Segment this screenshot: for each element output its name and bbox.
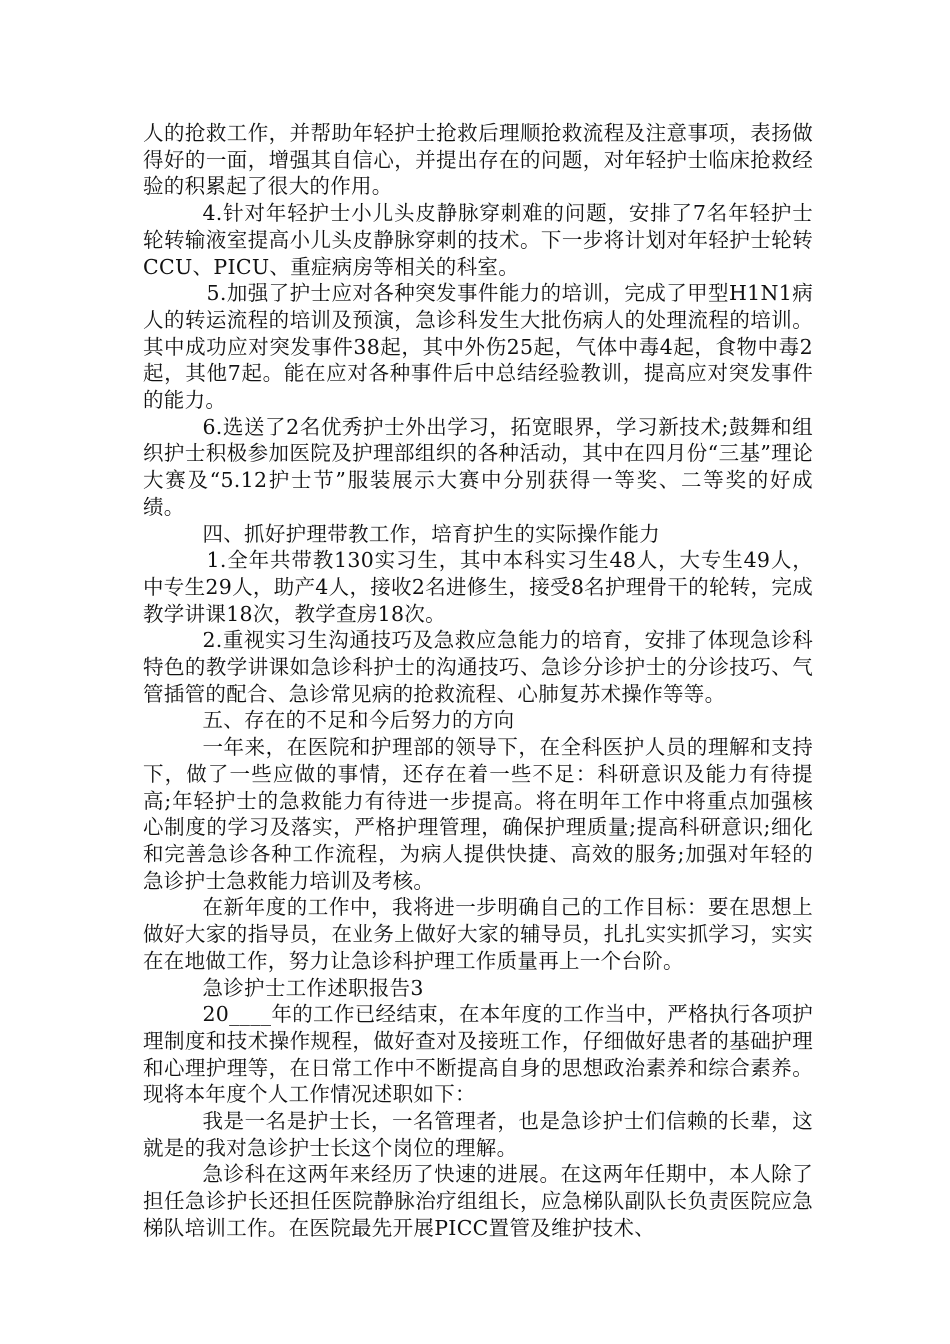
paragraph: 在新年度的工作中，我将进一步明确自己的工作目标：要在思想上做好大家的指导员，在业务上做好大家的辅导员，扎扎实实抓学习，实实在在地做工作，努力让急诊科护理工作质量再上一个台阶。 [143,895,813,973]
paragraph: 人的抢救工作，并帮助年轻护士抢救后理顺抢救流程及注意事项，表扬做得好的一面，增强其自信心，并提出存在的问题，对年轻护士临床抢救经验的积累起了很大的作用。 [143,121,813,199]
paragraph: 2.重视实习生沟通技巧及急救应急能力的培育，安排了体现急诊科特色的教学讲课如急诊科护士的沟通技巧、急诊分诊护士的分诊技巧、气管插管的配合、急诊常见病的抢救流程、心肺复苏术操作等等。 [143,628,813,706]
paragraph: 20____年的工作已经结束，在本年度的工作当中，严格执行各项护理制度和技术操作规程，做好查对及接班工作，仔细做好患者的基础护理和心理护理等，在日常工作中不断提高自身的思想政治素养和综合素养。现将本年度个人工作情况述职如下： [143,1002,813,1107]
paragraph: 4.针对年轻护士小儿头皮静脉穿刺难的问题，安排了7名年轻护士轮转输液室提高小儿头皮静脉穿刺的技术。下一步将计划对年轻护士轮转CCU、PICU、重症病房等相关的科室。 [143,201,813,279]
paragraph: 1.全年共带教130实习生，其中本科实习生48人，大专生49人，中专生29人，助产4人，接收2名进修生，接受8名护理骨干的轮转，完成教学讲课18次，教学查房18次。 [143,548,813,626]
report-title: 急诊护士工作述职报告3 [202,975,424,1000]
paragraph: 6.选送了2名优秀护士外出学习，拓宽眼界，学习新技术;鼓舞和组织护士积极参加医院及护理部组织的各种活动，其中在四月份“三基”理论大赛及“5.12护士节”服装展示大赛中分别获得一等奖、二等奖的好成绩。 [143,414,813,519]
paragraph: 急诊科在这两年来经历了快速的进展。在这两年任期中，本人除了担任急诊护长还担任医院静脉治疗组组长，应急梯队副队长负责医院应急梯队培训工作。在医院最先开展PICC置管及维护技术、 [143,1162,813,1240]
section-heading: 五、存在的不足和今后努力的方向 [202,708,515,733]
document-page [143,120,813,1242]
paragraph: 5.加强了护士应对各种突发事件能力的培训，完成了甲型H1N1病人的转运流程的培训及预演，急诊科发生大批伤病人的处理流程的培训。其中成功应对突发事件38起，其中外伤25起，气体中毒4起，食物中毒2起，其他7起。能在应对各种事件后中总结经验教训，提高应对突发事件的能力。 [143,281,813,413]
section-heading: 四、抓好护理带教工作，培育护生的实际操作能力 [202,521,661,546]
paragraph: 我是一名是护士长，一名管理者，也是急诊护士们信赖的长辈，这就是的我对急诊护士长这个岗位的理解。 [143,1109,813,1160]
paragraph: 一年来，在医院和护理部的领导下，在全科医护人员的理解和支持下，做了一些应做的事情，还存在着一些不足：科研意识及能力有待提高;年轻护士的急救能力有待进一步提高。将在明年工作中将重点加强核心制度的学习及落实，严格护理管理，确保护理质量;提高科研意识;细化和完善急诊各种工作流程，为病人提供快捷、高效的服务;加强对年轻的急诊护士急救能力培训及考核。 [143,735,813,893]
